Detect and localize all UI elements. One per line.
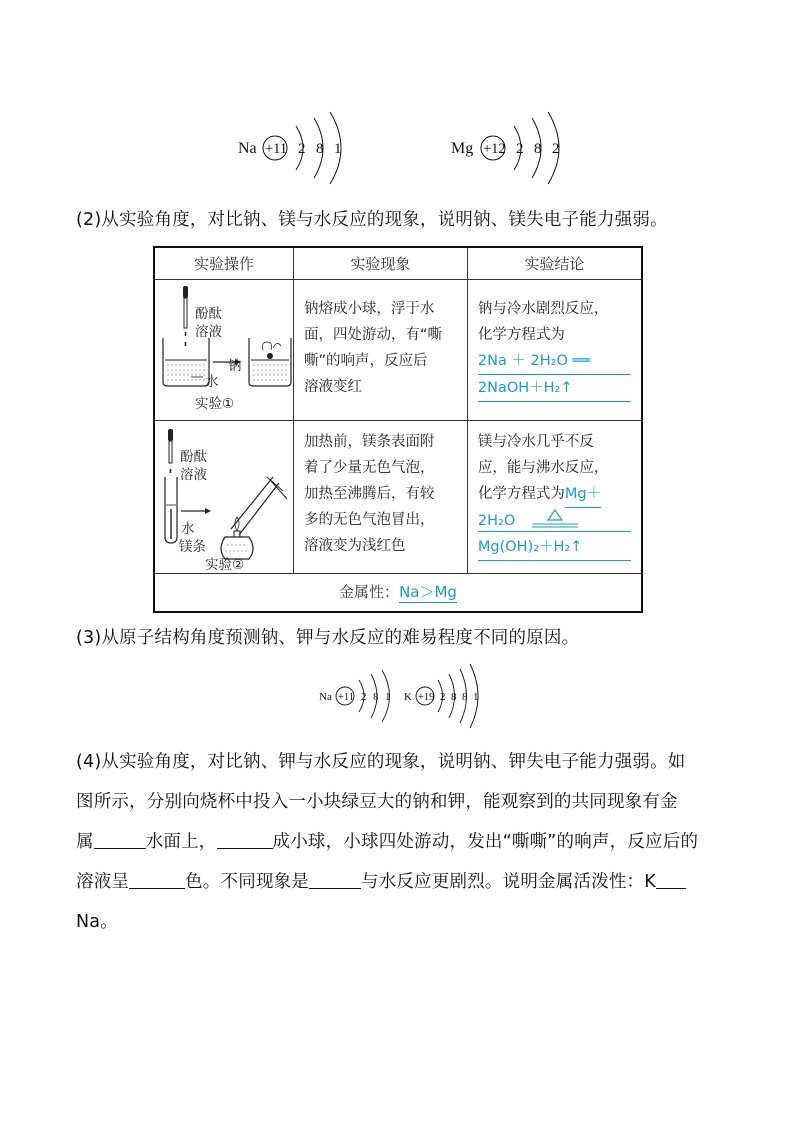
sodium-atom-structure bbox=[238, 112, 358, 172]
exp1-label-solution: 溶液 bbox=[195, 324, 222, 340]
exp1-equation-reactants: 2Na ＋ 2H₂O ══ bbox=[478, 348, 631, 375]
section-4-line bbox=[76, 822, 726, 862]
sodium-shell-3: 1 bbox=[334, 141, 342, 157]
potassium-atom-structure bbox=[404, 664, 484, 724]
section-4-text-fragment: 成小球，小球四处游动，发出“嘶嘶”的响声，反应后的 bbox=[272, 832, 699, 852]
exp1-equation-products: 2NaOH＋H₂↑ bbox=[478, 375, 631, 402]
exp2-label-phenolphthalein: 酚酞 bbox=[180, 449, 207, 465]
potassium-symbol: K bbox=[404, 691, 412, 703]
experiment-1-phenomenon bbox=[294, 280, 468, 421]
exp1-phenomenon-line: 溶液变红 bbox=[304, 379, 362, 395]
potassium-shell-1: 2 bbox=[440, 691, 446, 703]
exp2-conclusion-line: 镁与冷水几乎不反 bbox=[477, 434, 594, 450]
experiment-2-conclusion bbox=[467, 421, 642, 574]
exp2-conclusion-line bbox=[478, 481, 631, 508]
magnesium-nucleus-charge: +12 bbox=[483, 141, 506, 157]
exp1-caption: 实验① bbox=[195, 396, 235, 412]
exp2-phenomenon-line: 着了少量无色气泡， bbox=[304, 460, 435, 476]
potassium-shell-3: 8 bbox=[462, 691, 468, 703]
answer-blank-4[interactable] bbox=[309, 870, 361, 889]
exp2-phenomenon-line: 加热至沸腾后，有较 bbox=[304, 486, 435, 502]
potassium-nucleus-charge: +19 bbox=[418, 692, 435, 703]
exp2-equation-water: 2H₂O bbox=[477, 513, 516, 529]
header-operation: 实验操作 bbox=[154, 247, 294, 280]
exp2-equation-products: Mg(OH)₂＋H₂↑ bbox=[478, 534, 631, 561]
exp2-label-magnesium-ribbon: 镁条 bbox=[179, 539, 206, 555]
exp2-equation-mg: Mg＋ bbox=[565, 481, 601, 508]
exp1-label-sodium: 钠 bbox=[228, 358, 242, 374]
section-4-line bbox=[76, 862, 726, 902]
section-3-title: (3)从原子结构角度预测钠、钾与水反应的难易程度不同的原因。 bbox=[76, 628, 580, 648]
section-4-text-fragment: 水面上， bbox=[145, 832, 217, 852]
exp2-label-solution: 溶液 bbox=[180, 467, 207, 483]
experiment-table bbox=[153, 246, 643, 613]
section-4-line: 图所示，分别向烧杯中投入一小块绿豆大的钠和钾，能观察到的共同现象有金 bbox=[76, 792, 678, 812]
exp1-phenomenon-line: 嘶”的响声，反应后 bbox=[304, 353, 428, 369]
section-4-text bbox=[76, 742, 726, 942]
heating-triangle-icon bbox=[530, 508, 580, 530]
answer-blank-2[interactable] bbox=[217, 830, 273, 849]
section-4-line: Na。 bbox=[76, 912, 118, 932]
exp2-equation-water-line bbox=[478, 508, 631, 534]
section-4-text-fragment: 与水反应更剧烈。说明金属活泼性：K bbox=[361, 872, 656, 892]
header-phenomenon: 实验现象 bbox=[294, 247, 468, 280]
exp2-phenomenon-line: 溶液变为浅红色 bbox=[304, 538, 406, 554]
experiment-1-figure bbox=[154, 280, 294, 421]
sodium-shell-2: 8 bbox=[316, 141, 324, 157]
potassium-shell-2: 8 bbox=[451, 691, 457, 703]
magnesium-shell-3: 2 bbox=[552, 141, 560, 157]
header-conclusion: 实验结论 bbox=[467, 247, 642, 280]
experiment-2-figure bbox=[154, 421, 294, 574]
sodium-small-shell-1: 2 bbox=[361, 691, 367, 703]
exp2-phenomenon-line: 多的无色气泡冒出， bbox=[304, 512, 435, 528]
sodium-symbol-small: Na bbox=[319, 691, 332, 703]
exp2-label-water: 水 bbox=[181, 521, 195, 537]
experiment-1-conclusion bbox=[467, 280, 642, 421]
section-4-line: (4)从实验角度，对比钠、钾与水反应的现象，说明钠、钾失电子能力强弱。如 bbox=[76, 752, 686, 772]
section-4-text-fragment: 色。不同现象是 bbox=[185, 872, 310, 892]
potassium-shell-4: 1 bbox=[473, 691, 479, 703]
exp2-phenomenon-line: 加热前，镁条表面附 bbox=[304, 434, 435, 450]
sodium-small-shell-3: 1 bbox=[385, 691, 391, 703]
metallic-property-row bbox=[154, 574, 642, 612]
section-4-text-fragment: 溶液呈 bbox=[76, 872, 130, 892]
magnesium-shell-1: 2 bbox=[516, 141, 524, 157]
exp1-label-phenolphthalein: 酚酞 bbox=[195, 306, 222, 322]
section-4-text-fragment: 属 bbox=[76, 832, 94, 852]
magnesium-atom-structure bbox=[451, 112, 581, 172]
exp2-caption: 实验② bbox=[205, 557, 245, 573]
exp2-conclusion-line: 应，能与沸水反应， bbox=[477, 460, 609, 476]
metallic-property-label: 金属性： bbox=[339, 583, 400, 602]
experiment-2-phenomenon bbox=[294, 421, 468, 574]
exp2-conclusion-intro: 化学方程式为 bbox=[477, 486, 565, 502]
answer-blank-3[interactable] bbox=[129, 870, 185, 889]
sodium-symbol: Na bbox=[238, 140, 257, 157]
answer-blank-1[interactable] bbox=[94, 830, 146, 849]
metallic-property-value: Na＞Mg bbox=[399, 583, 457, 602]
magnesium-shell-2: 8 bbox=[534, 141, 542, 157]
exp1-conclusion-line: 化学方程式为 bbox=[477, 327, 565, 343]
magnesium-symbol: Mg bbox=[451, 140, 474, 157]
sodium-nucleus-charge: +11 bbox=[265, 141, 288, 157]
sodium-atom-structure-small bbox=[319, 668, 399, 728]
section-2-title: (2)从实验角度，对比钠、镁与水反应的现象，说明钠、镁失电子能力强弱。 bbox=[76, 210, 668, 230]
sodium-nucleus-small: +11 bbox=[338, 692, 355, 703]
answer-blank-5[interactable] bbox=[656, 870, 686, 889]
sodium-small-shell-2: 8 bbox=[373, 691, 379, 703]
exp1-phenomenon-line: 面，四处游动，有“嘶 bbox=[304, 327, 443, 343]
magnesium-water-apparatus-icon bbox=[155, 421, 293, 573]
sodium-shell-1: 2 bbox=[298, 141, 306, 157]
exp1-conclusion-line: 钠与冷水剧烈反应， bbox=[477, 301, 609, 317]
exp1-phenomenon-line: 钠熔成小球，浮于水 bbox=[304, 301, 435, 317]
exp1-label-water: 水 bbox=[205, 374, 219, 390]
